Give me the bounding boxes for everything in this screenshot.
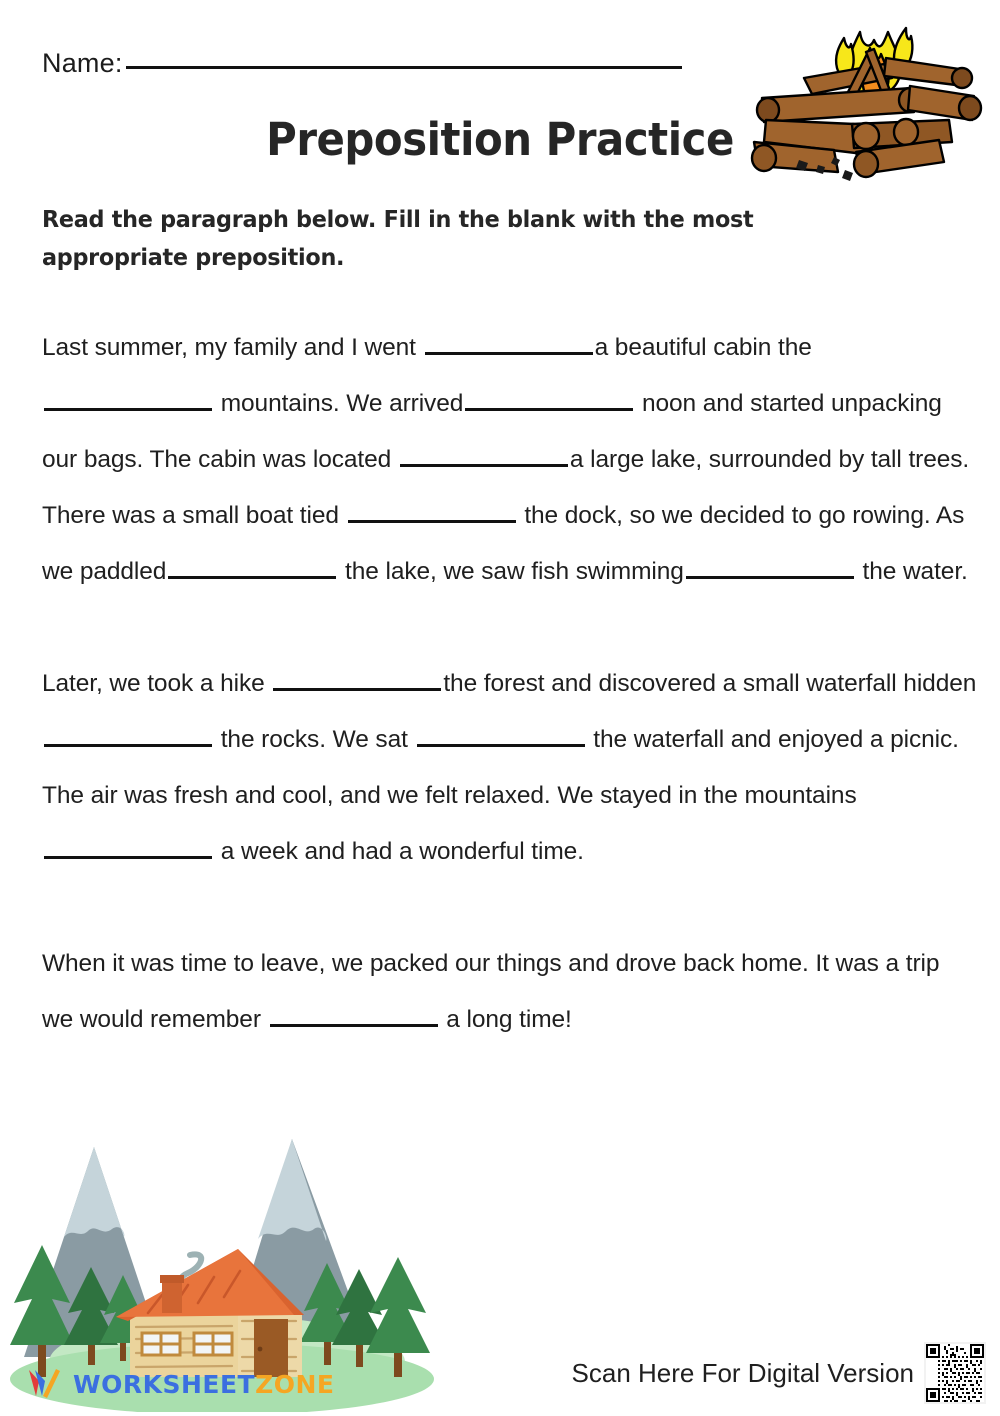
preposition-blank[interactable] [417,722,585,747]
logo-wordmark [73,1370,334,1399]
name-label: Name: [42,48,123,78]
preposition-blank[interactable] [44,386,212,411]
preposition-blank[interactable] [348,498,516,523]
name-row [42,48,682,79]
worksheet-body [42,320,977,1048]
page-title: Preposition Practice [266,113,734,166]
worksheet-zone-mark-icon [26,1367,64,1401]
scan-qr-section [572,1342,986,1404]
logo-text-zone: ZONE [255,1369,335,1399]
paragraph-1: Last summer, my family and I went a beautiful cabin the mountains. We arrived noon and started unpacking our bags. The cabin was located a large lake, surrounded by tall trees. There was a small boat tied the dock, so we decided to go rowing. As we paddled the lake, we saw fish swimming the water. [42,320,977,600]
preposition-blank[interactable] [168,554,336,579]
preposition-blank[interactable] [425,330,593,355]
name-blank-line[interactable] [126,66,682,69]
preposition-blank[interactable] [44,722,212,747]
scan-instruction-text: Scan Here For Digital Version [571,1357,914,1388]
paragraph-3: When it was time to leave, we packed our things and drove back home. It was a trip we would remember a long time! [42,950,940,1033]
preposition-blank[interactable] [44,834,212,859]
preposition-blank[interactable] [686,554,854,579]
preposition-blank[interactable] [270,1002,438,1027]
preposition-blank[interactable] [273,666,441,691]
preposition-blank[interactable] [465,386,633,411]
instructions-text: Read the paragraph below. Fill in the blank with the most appropriate preposition. [42,205,754,271]
logo-text-worksheet: WORKSHEET [73,1369,256,1399]
qr-code-icon[interactable] [924,1342,986,1404]
preposition-blank[interactable] [400,442,568,467]
worksheet-zone-logo [26,1364,334,1404]
paragraph-2: Later, we took a hike the forest and discovered a small waterfall hidden the rocks. We sat the waterfall and enjoyed a picnic. The air was fresh and cool, and we felt relaxed. We stayed in the mountains a week and had a wonderful time. [42,656,977,880]
